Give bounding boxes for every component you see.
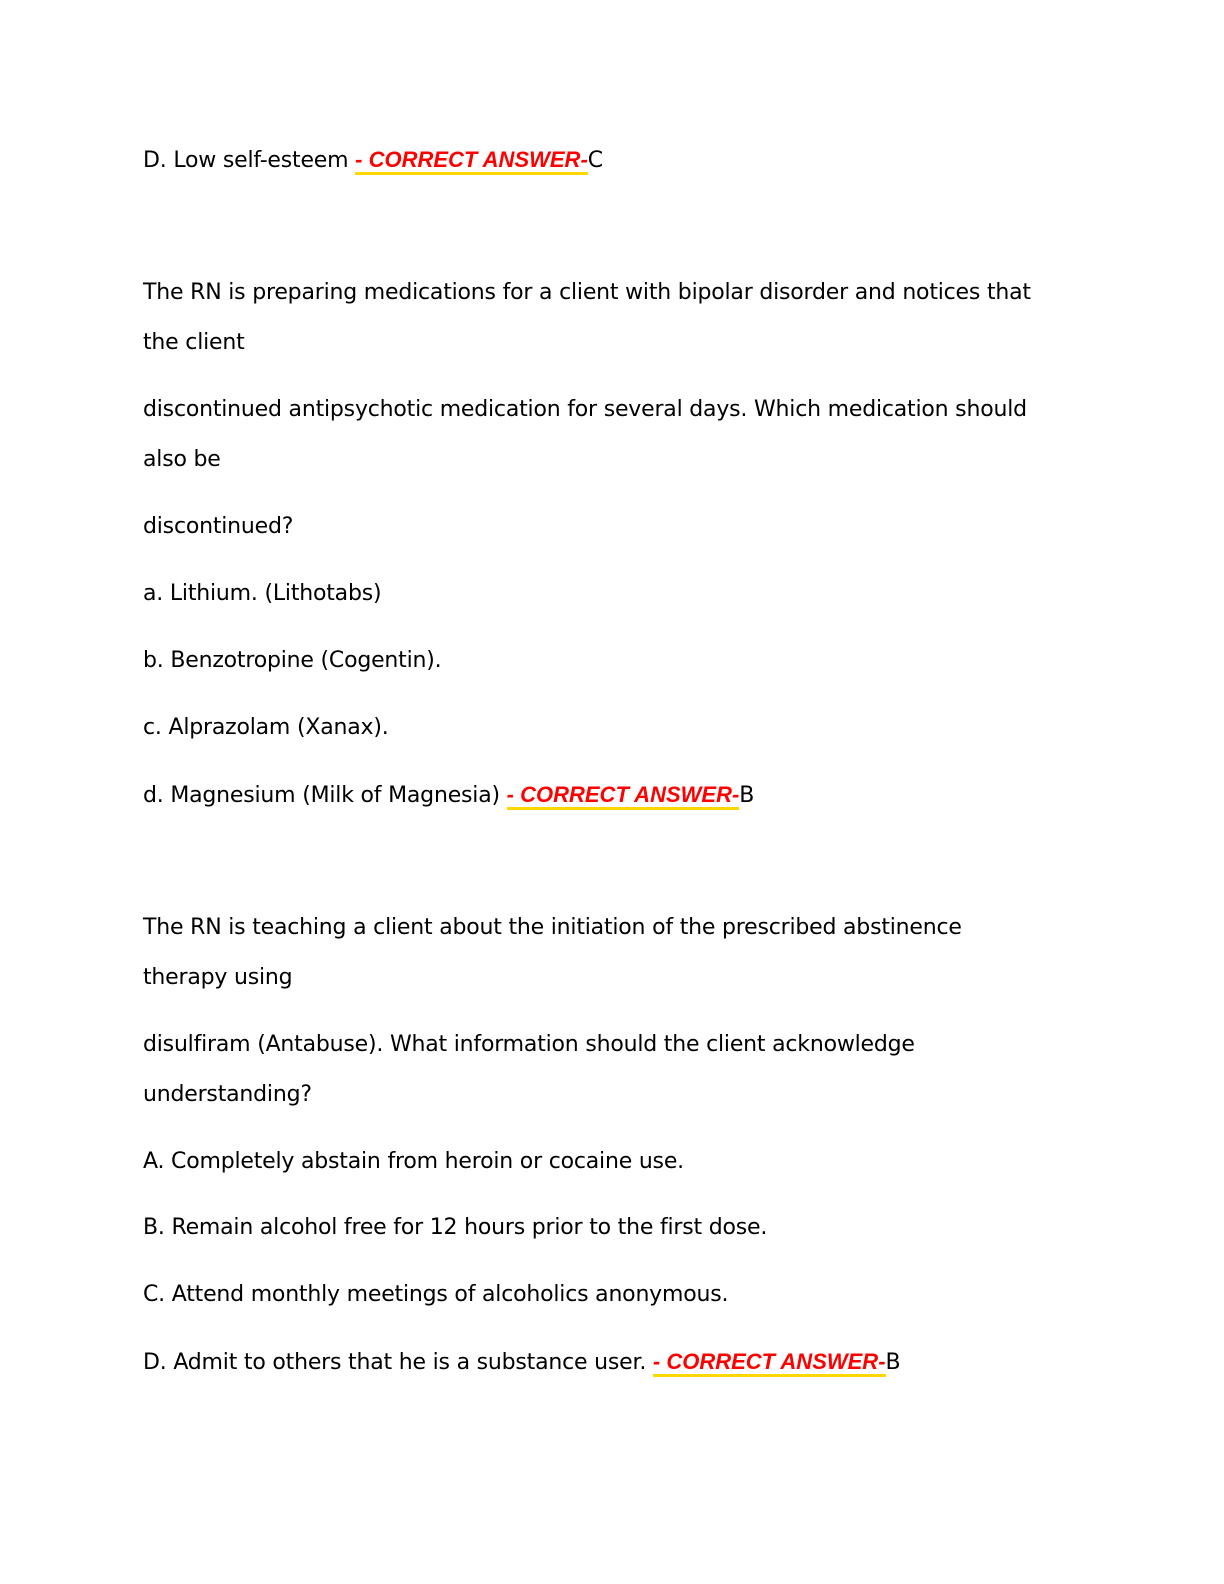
option-text: D. Admit to others that he is a substance user.	[143, 1350, 653, 1375]
option-d	[143, 780, 754, 811]
option-a: A. Completely abstain from heroin or cocaine use.	[143, 1149, 684, 1174]
question-line: discontinued?	[143, 514, 294, 539]
question-line: therapy using	[143, 965, 293, 990]
option-d	[143, 1347, 900, 1378]
correct-answer-value: C	[587, 148, 603, 173]
option-b: B. Remain alcohol free for 12 hours prior to the first dose.	[143, 1215, 768, 1240]
question-line: The RN is teaching a client about the initiation of the prescribed abstinence	[143, 915, 962, 940]
correct-answer-value: B	[885, 1350, 901, 1375]
option-text: D. Low self-esteem	[143, 148, 356, 173]
question-line: The RN is preparing medications for a client with bipolar disorder and notices that	[143, 280, 1031, 305]
option-a: a. Lithium. (Lithotabs)	[143, 581, 382, 606]
question-line: understanding?	[143, 1082, 312, 1107]
option-text: d. Magnesium (Milk of Magnesia)	[143, 783, 507, 808]
correct-answer-label: - CORRECT ANSWER-	[653, 1349, 886, 1377]
question-line: also be	[143, 447, 221, 472]
option-b: b. Benzotropine (Cogentin).	[143, 648, 442, 673]
question-line: the client	[143, 330, 245, 355]
correct-answer-label: - CORRECT ANSWER-	[507, 782, 740, 810]
option-c: C. Attend monthly meetings of alcoholics anonymous.	[143, 1282, 729, 1307]
question-line: discontinued antipsychotic medication for several days. Which medication should	[143, 397, 1027, 422]
question-line: disulfiram (Antabuse). What information should the client acknowledge	[143, 1032, 915, 1057]
answer-line-low-self-esteem	[143, 145, 603, 176]
correct-answer-value: B	[739, 783, 755, 808]
correct-answer-label: - CORRECT ANSWER-	[355, 147, 588, 175]
option-c: c. Alprazolam (Xanax).	[143, 715, 389, 740]
